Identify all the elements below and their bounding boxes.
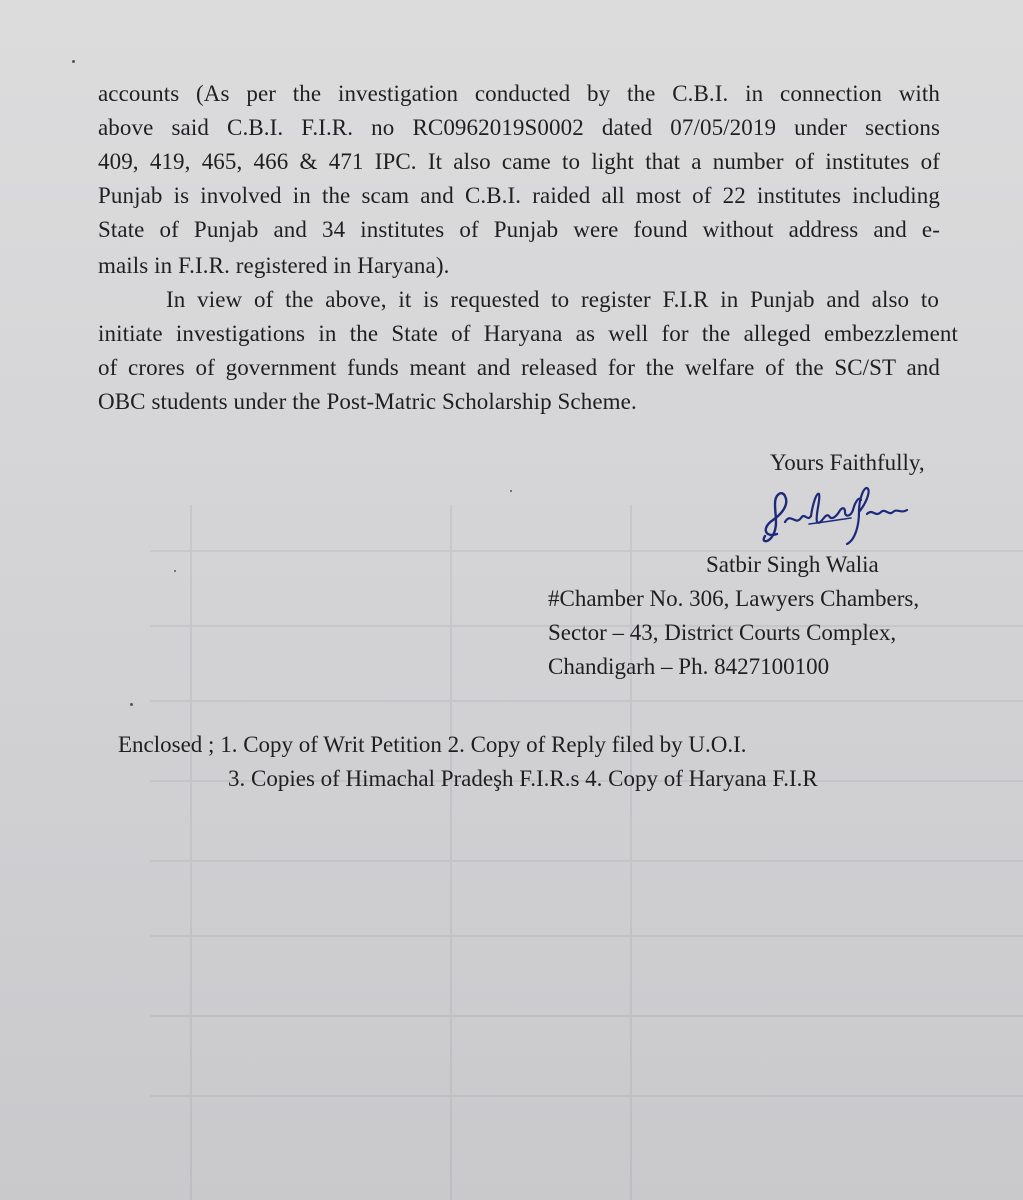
handwritten-signature xyxy=(755,482,915,552)
body-line: 409, 419, 465, 466 & 471 IPC. It also came to light that a number of institutes of xyxy=(98,149,940,174)
body-line: Punjab is involved in the scam and C.B.I. raided all most of 22 institutes including xyxy=(98,183,940,208)
signatory-address-line: Chandigarh – Ph. 8427100100 xyxy=(548,654,830,679)
body-line: mails in F.I.R. registered in Haryana). xyxy=(98,253,450,278)
body-line: In view of the above, it is requested to register F.I.R in Punjab and also to xyxy=(166,287,939,312)
paper-speck xyxy=(130,703,133,706)
signatory-address-line: Sector – 43, District Courts Complex, xyxy=(548,620,897,645)
body-line: above said C.B.I. F.I.R. no RC0962019S0002 dated 07/05/2019 under sections xyxy=(98,115,940,140)
body-line: State of Punjab and 34 institutes of Punjab were found without address and e- xyxy=(98,217,940,242)
body-line: initiate investigations in the State of Haryana as well for the alleged embezzlement xyxy=(98,321,958,346)
enclosures-line: 3. Copies of Himachal Pradeşh F.I.R.s 4. Copy of Haryana F.I.R xyxy=(228,766,818,791)
paper-speck xyxy=(174,570,176,572)
paper-speck xyxy=(72,60,75,63)
enclosures-line: Enclosed ; 1. Copy of Writ Petition 2. Copy of Reply filed by U.O.I. xyxy=(118,732,747,757)
body-line: OBC students under the Post-Matric Scholarship Scheme. xyxy=(98,389,637,414)
signatory-name: Satbir Singh Walia xyxy=(706,552,879,577)
closing-salutation: Yours Faithfully, xyxy=(770,450,925,475)
paper-speck xyxy=(510,490,512,492)
signatory-address-line: #Chamber No. 306, Lawyers Chambers, xyxy=(548,586,920,611)
body-line: of crores of government funds meant and released for the welfare of the SC/ST and xyxy=(98,355,940,380)
body-line: accounts (As per the investigation conducted by the C.B.I. in connection with xyxy=(98,81,940,106)
